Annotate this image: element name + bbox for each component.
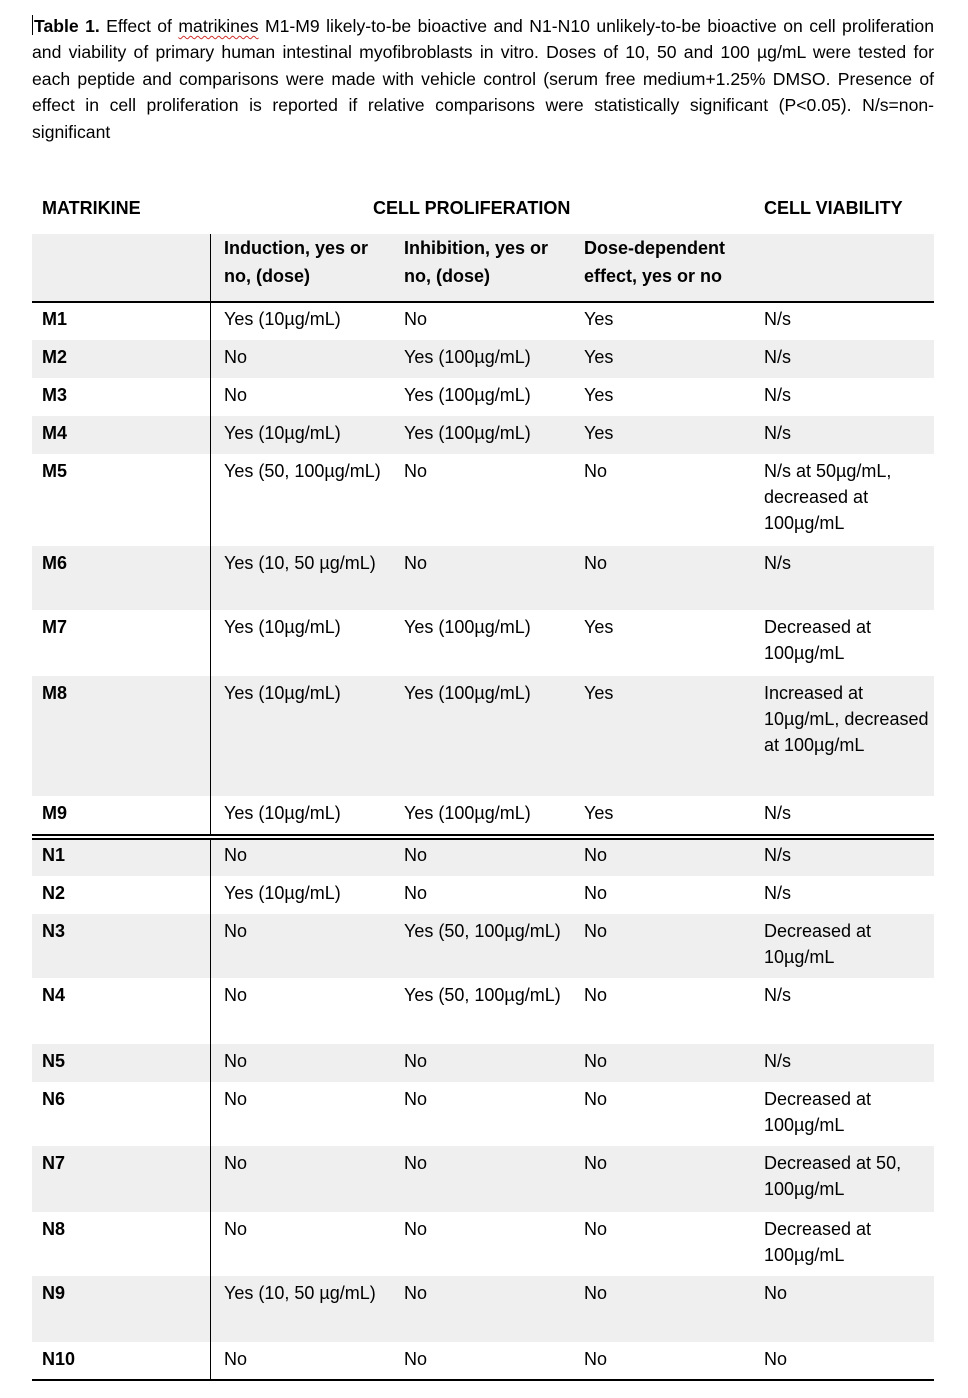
row-id: M5 <box>42 461 68 481</box>
cell-viability: N/s <box>764 985 791 1005</box>
table-row <box>32 876 934 914</box>
cell-dose-dependent: No <box>584 985 608 1005</box>
cell-inhibition: No <box>404 883 428 903</box>
cell-viability: No <box>764 1283 788 1303</box>
cell-inhibition: No <box>404 1153 428 1173</box>
row-id: N3 <box>42 921 66 941</box>
cell-dose-dependent: Yes <box>584 385 614 405</box>
cell-viability: N/s <box>764 385 791 405</box>
cell-induction: No <box>224 1153 248 1173</box>
caption-text-before: Effect of <box>99 16 179 36</box>
table-row <box>32 1044 934 1082</box>
cell-viability: Increased at 10µg/mL, decreased at 100µg/mL <box>764 683 929 755</box>
row-id: M1 <box>42 309 68 329</box>
cell-dose-dependent: No <box>584 1219 608 1239</box>
cell-inhibition: Yes (100µg/mL) <box>404 423 531 443</box>
cell-inhibition: No <box>404 1349 428 1369</box>
cell-induction: No <box>224 1349 248 1369</box>
table-row <box>32 676 934 796</box>
caption-text-after: M1-M9 likely-to-be bioactive and N1-N10 unlikely-to-be bioactive on cell proliferation and viability of primary human intestinal myofibroblasts in vitro. Doses of 10, 50 and 100 µg/mL were tested for each peptide and comparisons were made with vehicle control (serum free medium+1.25% DMSO. Presence of effect in cell proliferation is reported if relative comparisons were statistically significant (P<0.05). N/s=non-significant <box>32 16 934 142</box>
table-row <box>32 610 934 676</box>
cell-induction: Yes (10µg/mL) <box>224 883 341 903</box>
cell-inhibition: Yes (100µg/mL) <box>404 347 531 367</box>
row-id: N9 <box>42 1283 66 1303</box>
cell-induction: Yes (10, 50 µg/mL) <box>224 1283 376 1303</box>
table-row <box>32 914 934 978</box>
row-id: M2 <box>42 347 68 367</box>
row-id: N2 <box>42 883 66 903</box>
cell-viability: N/s <box>764 553 791 573</box>
cell-viability: N/s <box>764 803 791 823</box>
cell-inhibition: Yes (100µg/mL) <box>404 617 531 637</box>
cell-induction: No <box>224 1089 248 1109</box>
table-row <box>32 546 934 610</box>
table-row <box>32 1146 934 1212</box>
cell-inhibition: No <box>404 845 428 865</box>
row-id: N4 <box>42 985 66 1005</box>
table-row <box>32 978 934 1044</box>
cell-dose-dependent: No <box>584 553 608 573</box>
subheader-induction: Induction, yes or no, (dose) <box>224 238 369 286</box>
table-bottom-rule <box>32 1379 934 1381</box>
cell-dose-dependent: No <box>584 1089 608 1109</box>
table-row <box>32 1276 934 1342</box>
header-rule <box>32 301 934 303</box>
table-row <box>32 378 934 416</box>
table-row <box>32 340 934 378</box>
table-row <box>32 1082 934 1146</box>
cell-dose-dependent: No <box>584 461 608 481</box>
cell-dose-dependent: No <box>584 883 608 903</box>
header-cell-proliferation: CELL PROLIFERATION <box>373 198 571 218</box>
cell-dose-dependent: No <box>584 921 608 941</box>
cell-induction: Yes (10µg/mL) <box>224 683 341 703</box>
row-id: M8 <box>42 683 68 703</box>
cell-inhibition: Yes (100µg/mL) <box>404 803 531 823</box>
cell-dose-dependent: Yes <box>584 683 614 703</box>
cell-induction: No <box>224 985 248 1005</box>
row-id: M3 <box>42 385 68 405</box>
row-id: M4 <box>42 423 68 443</box>
cell-viability: N/s <box>764 1051 791 1071</box>
row-id: N7 <box>42 1153 66 1173</box>
text-cursor <box>32 15 33 35</box>
cell-dose-dependent: No <box>584 1051 608 1071</box>
cell-dose-dependent: No <box>584 1349 608 1369</box>
header-cell-viability: CELL VIABILITY <box>764 198 903 218</box>
column-divider-lower <box>210 840 211 1380</box>
cell-viability: N/s <box>764 423 791 443</box>
cell-inhibition: No <box>404 1219 428 1239</box>
cell-inhibition: No <box>404 1089 428 1109</box>
table-row <box>32 302 934 338</box>
cell-dose-dependent: Yes <box>584 423 614 443</box>
cell-viability: Decreased at 50, 100µg/mL <box>764 1153 902 1199</box>
row-id: N10 <box>42 1349 76 1369</box>
cell-induction: No <box>224 385 248 405</box>
cell-induction: Yes (10, 50 µg/mL) <box>224 553 376 573</box>
group-divider-bottom <box>32 838 934 840</box>
column-divider <box>210 234 211 836</box>
cell-induction: Yes (10µg/mL) <box>224 309 341 329</box>
cell-viability: No <box>764 1349 788 1369</box>
row-id: N6 <box>42 1089 66 1109</box>
cell-inhibition: Yes (100µg/mL) <box>404 683 531 703</box>
cell-induction: No <box>224 1219 248 1239</box>
row-id: N5 <box>42 1051 66 1071</box>
header-matrikine: MATRIKINE <box>42 198 141 218</box>
cell-inhibition: No <box>404 553 428 573</box>
cell-viability: Decreased at 10µg/mL <box>764 921 872 967</box>
table-row <box>32 416 934 454</box>
cell-dose-dependent: Yes <box>584 803 614 823</box>
cell-inhibition: No <box>404 309 428 329</box>
subheader-dose-dependent: Dose-dependent effect, yes or no <box>584 238 726 286</box>
cell-inhibition: Yes (50, 100µg/mL) <box>404 921 561 941</box>
group-divider-top <box>32 834 934 836</box>
cell-dose-dependent: No <box>584 1283 608 1303</box>
row-id: N8 <box>42 1219 66 1239</box>
cell-dose-dependent: Yes <box>584 347 614 367</box>
cell-viability: N/s <box>764 883 791 903</box>
cell-induction: Yes (10µg/mL) <box>224 423 341 443</box>
caption-label: Table 1. <box>34 16 100 36</box>
cell-viability: N/s <box>764 347 791 367</box>
cell-viability: Decreased at 100µg/mL <box>764 617 872 663</box>
caption-spellcheck-word[interactable]: matrikines <box>178 16 259 36</box>
subheader-inhibition: Inhibition, yes or no, (dose) <box>404 238 549 286</box>
cell-induction: No <box>224 1051 248 1071</box>
table-row <box>32 838 934 876</box>
row-id: M6 <box>42 553 68 573</box>
table-row <box>32 1212 934 1276</box>
cell-induction: Yes (10µg/mL) <box>224 617 341 637</box>
cell-dose-dependent: Yes <box>584 309 614 329</box>
cell-inhibition: No <box>404 461 428 481</box>
cell-induction: No <box>224 845 248 865</box>
row-id: M9 <box>42 803 68 823</box>
cell-viability: N/s at 50µg/mL, decreased at 100µg/mL <box>764 461 892 533</box>
cell-inhibition: Yes (50, 100µg/mL) <box>404 985 561 1005</box>
subheader-row <box>32 234 934 301</box>
cell-induction: Yes (10µg/mL) <box>224 803 341 823</box>
cell-dose-dependent: No <box>584 1153 608 1173</box>
table-row <box>32 796 934 834</box>
table-row <box>32 454 934 546</box>
cell-inhibition: Yes (100µg/mL) <box>404 385 531 405</box>
cell-induction: Yes (50, 100µg/mL) <box>224 461 381 481</box>
row-id: N1 <box>42 845 66 865</box>
cell-viability: Decreased at 100µg/mL <box>764 1089 872 1135</box>
cell-induction: No <box>224 347 248 367</box>
row-id: M7 <box>42 617 68 637</box>
cell-dose-dependent: Yes <box>584 617 614 637</box>
table-caption <box>32 13 934 145</box>
cell-viability: N/s <box>764 845 791 865</box>
cell-induction: No <box>224 921 248 941</box>
cell-viability: Decreased at 100µg/mL <box>764 1219 872 1265</box>
cell-dose-dependent: No <box>584 845 608 865</box>
cell-inhibition: No <box>404 1051 428 1071</box>
cell-viability: N/s <box>764 309 791 329</box>
table-row <box>32 1342 934 1382</box>
cell-inhibition: No <box>404 1283 428 1303</box>
